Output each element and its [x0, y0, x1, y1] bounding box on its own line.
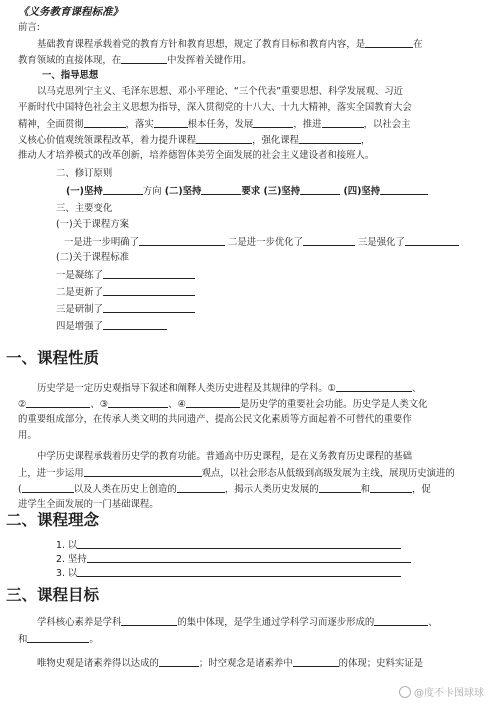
nature-line-2: ② 、③ 、④ 是历史学的重要社会功能。历史学是人类文化 — [18, 399, 428, 410]
nature-line-6: 上，进一步运用 观点，以社会形态从低级到高级发展为主线，展现历史演进的 — [18, 468, 455, 479]
changes-sub-plan: (一)关于课程方案 — [56, 219, 129, 230]
standard-item-1: 一是凝练了 — [56, 268, 195, 282]
standard-item-2: 二是更新了 — [56, 285, 195, 299]
blank[interactable] — [77, 566, 401, 577]
standard-item-4: 四是增强了 — [56, 319, 167, 333]
nature-line-4: 用。 — [18, 430, 37, 441]
standard-item-3: 三是研制了 — [56, 302, 195, 316]
blank[interactable] — [336, 381, 412, 392]
blank[interactable] — [186, 397, 240, 408]
blank[interactable] — [322, 117, 364, 128]
preface-label: 前言: — [18, 22, 40, 33]
watermark: @度不卡图球球 — [399, 684, 484, 699]
blank[interactable] — [159, 656, 199, 667]
blank[interactable] — [121, 615, 177, 626]
blank[interactable] — [380, 184, 428, 195]
changes-sub-standard: (二)关于课程标准 — [56, 252, 129, 263]
blank[interactable] — [108, 397, 168, 408]
blank[interactable] — [365, 37, 413, 48]
blank[interactable] — [87, 552, 411, 563]
guiding-line-1: 以马克思列宁主义、毛泽东思想、邓小平理论、“三个代表”重要思想、科学发展观、习近 — [37, 86, 403, 97]
revision-heading: 二、修订原则 — [56, 168, 113, 179]
blank[interactable] — [77, 538, 401, 549]
blank[interactable] — [139, 235, 225, 246]
concept-item-1: 1. 以 — [56, 538, 401, 552]
blank[interactable] — [299, 133, 361, 144]
document-title: 《义务教育课程标准》 — [18, 6, 123, 18]
guiding-line-4: 义核心价值观统领课程改革，着力提升课程 ，强化课程 ， — [18, 135, 371, 146]
guiding-line-3: 精神，全面贯彻 ，落实 根本任务，发展 ，推进 ，以社会主 — [18, 119, 411, 130]
guiding-heading: 一、指导思想 — [42, 70, 99, 81]
blank[interactable] — [103, 319, 167, 330]
blank[interactable] — [22, 482, 74, 493]
nature-line-8: 进学生全面发展的一门基础课程。 — [18, 499, 159, 510]
blank[interactable] — [26, 397, 90, 408]
blank[interactable] — [319, 482, 361, 493]
concept-item-3: 3. 以 — [56, 566, 401, 580]
blank[interactable] — [84, 466, 202, 477]
plan-items: 一是进一步明确了 二是进一步优化了 三是强化了 — [64, 235, 459, 249]
nature-line-3: 的重要组成部分，在传承人类文明的共同遗产、提高公民文化素质等方面起着不可替代的重要作 — [18, 414, 412, 425]
blank[interactable] — [121, 53, 167, 64]
guiding-line-5: 推动人才培养模式的改革创新，培养德智体美劳全面发展的社会主义建设者和接班人。 — [18, 150, 375, 161]
blank[interactable] — [177, 482, 225, 493]
blank[interactable] — [374, 615, 428, 626]
blank[interactable] — [103, 285, 195, 296]
section-heading-goals: 三、课程目标 — [6, 586, 100, 604]
blank[interactable] — [300, 184, 340, 195]
watermark-logo-icon — [399, 686, 411, 698]
blank[interactable] — [253, 117, 293, 128]
blank[interactable] — [103, 184, 143, 195]
nature-line-1: 历史学是一定历史观指导下叙述和阐释人类历史进程及其规律的学科。① 、 — [37, 383, 422, 394]
blank[interactable] — [27, 632, 89, 643]
goals-line-3: 唯物史观是诸素养得以达成的 ；时空观念是诸素养中 的体现；史料实证是 — [37, 658, 424, 669]
blank[interactable] — [201, 184, 241, 195]
blank[interactable] — [196, 133, 252, 144]
goals-line-2: 和 。 — [18, 634, 99, 645]
preface-line-2: 教育领域的直接体现，在 中发挥着关键作用。 — [18, 55, 252, 66]
blank[interactable] — [103, 268, 195, 279]
nature-line-5: 中学历史课程承载着历史学的教育功能。普通高中历史课程，是在义务教育历史课程的基础 — [37, 451, 413, 462]
nature-line-7: ( 以及人类在历史上创造的 ，揭示人类历史发展的 和 ，促 — [18, 484, 431, 495]
blank[interactable] — [84, 117, 126, 128]
revision-principles: (一)坚持 方向 (二)坚持 要求 (三)坚持 (四)坚持 — [66, 184, 428, 198]
goals-line-1: 学科核心素养是学科 的集中体现，是学生通过学科学习而逐步形成的 、 — [37, 617, 438, 628]
section-heading-nature: 一、课程性质 — [6, 349, 100, 367]
section-heading-concept: 二、课程理念 — [6, 511, 100, 529]
blank[interactable] — [370, 482, 412, 493]
changes-heading: 三、主要变化 — [56, 203, 113, 214]
preface-line-1: 基础教育课程承载着党的教育方针和教育思想，规定了教育目标和教育内容，是 在 — [37, 39, 423, 50]
blank[interactable] — [103, 302, 195, 313]
blank[interactable] — [293, 656, 339, 667]
concept-item-2: 2. 坚持 — [56, 552, 411, 566]
blank[interactable] — [154, 117, 188, 128]
blank[interactable] — [303, 235, 355, 246]
guiding-line-2: 平新时代中国特色社会主义思想为指导，深入贯彻党的十八大、十九大精神，落实全国教育大会 — [18, 102, 412, 113]
blank[interactable] — [405, 235, 459, 246]
